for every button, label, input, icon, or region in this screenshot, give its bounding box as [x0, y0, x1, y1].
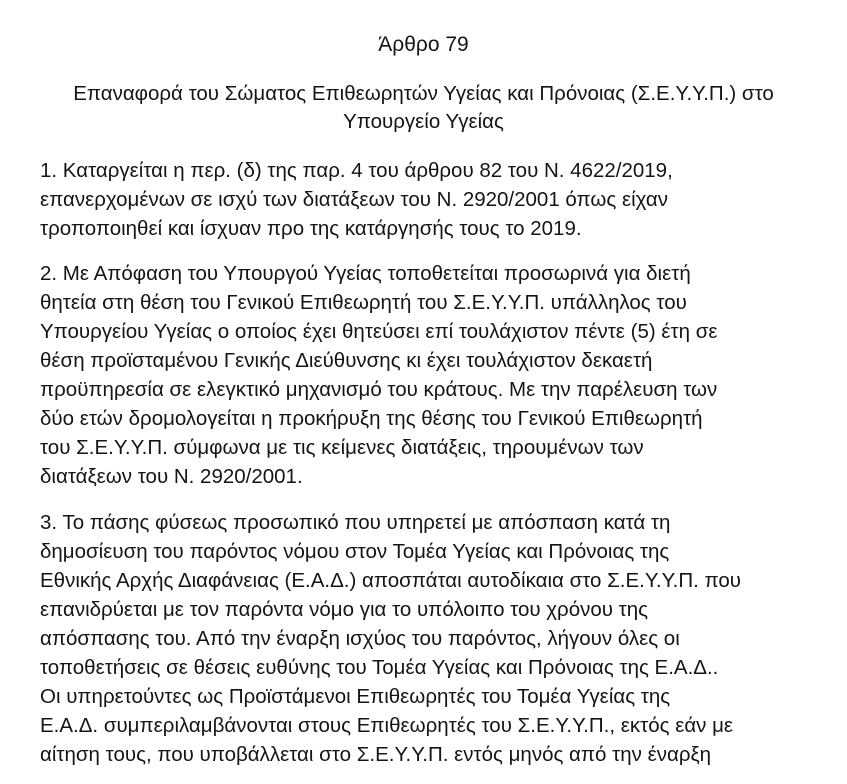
paragraph-line: δύο ετών δρομολογείται η προκήρυξη της θέσης του Γενικού Επιθεωρητή [40, 407, 703, 430]
paragraph-line: του Σ.Ε.Υ.Υ.Π. σύμφωνα με τις κείμενες διατάξεις, τηρουμένων των [40, 436, 644, 459]
paragraph-line: 3. Το πάσης φύσεως προσωπικό που υπηρετεί με απόσπαση κατά τη [40, 511, 671, 534]
paragraph-line: τροποποιηθεί και ίσχυαν προ της κατάργησής τους το 2019. [40, 217, 582, 240]
paragraph-line: Υπουργείου Υγείας ο οποίος έχει θητεύσει επί τουλάχιστον πέντε (5) έτη σε [40, 320, 718, 343]
paragraph-3 [40, 491, 807, 769]
paragraph-line: δημοσίευση του παρόντος νόμου στον Τομέα Υγείας και Πρόνοιας της [40, 540, 670, 563]
article-title-line: Υπουργείο Υγείας [343, 110, 504, 133]
paragraph-line: επανιδρύεται με τον παρόντα νόμο για το υπόλοιπο του χρόνου της [40, 598, 649, 621]
paragraph-1 [40, 136, 807, 243]
article-title [40, 57, 807, 136]
paragraph-line: 2. Με Απόφαση του Υπουργού Υγείας τοποθετείται προσωρινά για διετή [40, 262, 691, 285]
paragraph-line: Οι υπηρετούντες ως Προϊστάμενοι Επιθεωρητές του Τομέα Υγείας της [40, 685, 671, 708]
paragraph-line: 1. Καταργείται η περ. (δ) της παρ. 4 του άρθρου 82 του Ν. 4622/2019, [40, 159, 673, 182]
paragraph-line: επανερχομένων σε ισχύ των διατάξεων του Ν. 2920/2001 όπως είχαν [40, 188, 668, 211]
paragraph-2 [40, 243, 807, 491]
article-title-line: Επαναφορά του Σώματος Επιθεωρητών Υγείας και Πρόνοιας (Σ.Ε.Υ.Υ.Π.) στο [73, 82, 774, 105]
paragraph-line: θητεία στη θέση του Γενικού Επιθεωρητή του Σ.Ε.Υ.Υ.Π. υπάλληλος του [40, 291, 687, 314]
paragraph-line: Ε.Α.Δ. συμπεριλαμβάνονται στους Επιθεωρητές του Σ.Ε.Υ.Υ.Π., εκτός εάν με [40, 714, 734, 737]
paragraph-line: τοποθετήσεις σε θέσεις ευθύνης του Τομέα Υγείας και Πρόνοιας της Ε.Α.Δ.. [40, 656, 719, 679]
paragraph-line: απόσπασης του. Από την έναρξη ισχύος του παρόντος, λήγουν όλες οι [40, 627, 680, 650]
paragraph-line: διατάξεων του Ν. 2920/2001. [40, 465, 303, 488]
paragraph-line: Εθνικής Αρχής Διαφάνειας (Ε.Α.Δ.) αποσπάται αυτοδίκαια στο Σ.Ε.Υ.Υ.Π. που [40, 569, 742, 592]
paragraph-line: προϋπηρεσία σε ελεγκτικό μηχανισμό του κράτους. Με την παρέλευση των [40, 378, 718, 401]
paragraph-line: θέση προϊσταμένου Γενικής Διεύθυνσης κι έχει τουλάχιστον δεκαετή [40, 349, 653, 372]
paragraph-line: αίτηση τους, που υποβάλλεται στο Σ.Ε.Υ.Υ.Π. εντός μηνός από την έναρξη [40, 743, 712, 766]
article-heading: Άρθρο 79 [378, 33, 469, 56]
